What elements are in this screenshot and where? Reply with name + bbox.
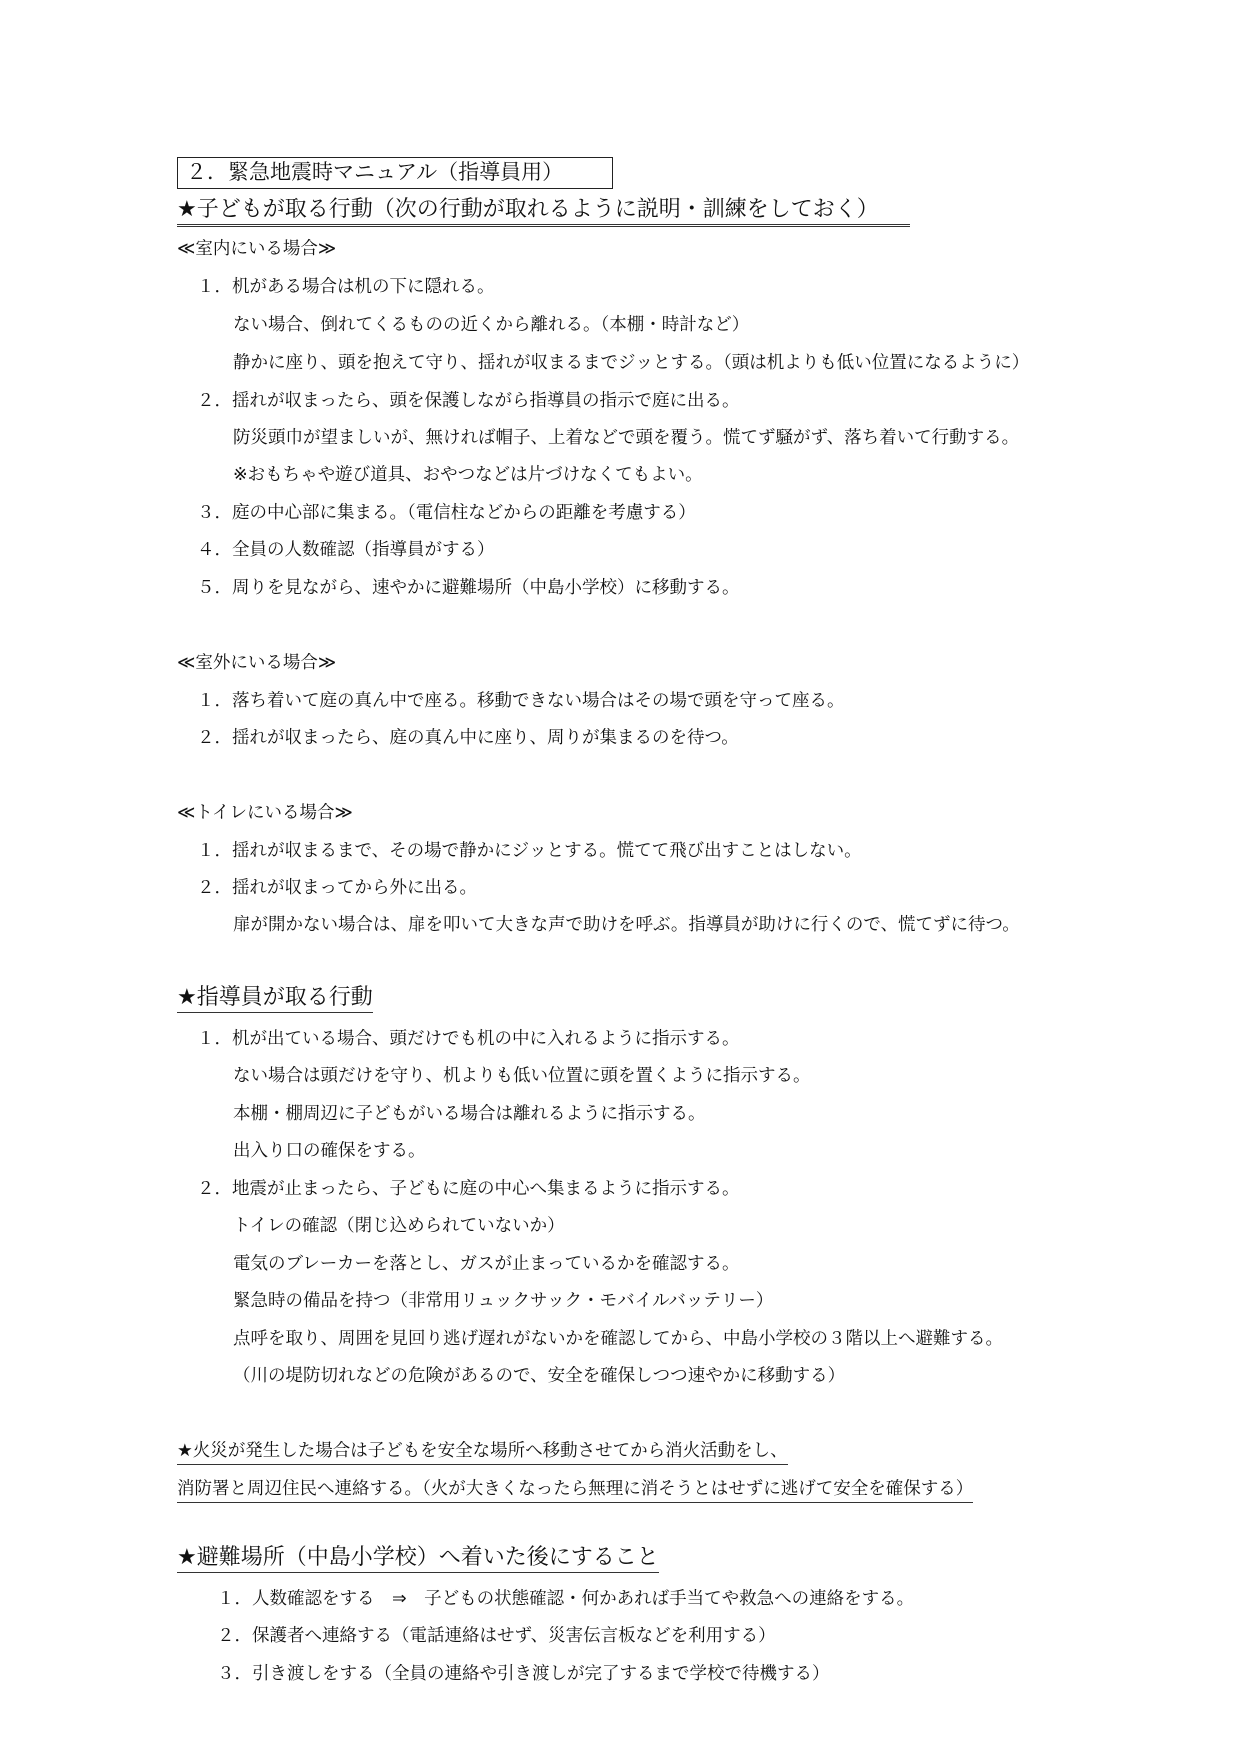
staff-actions-heading: ★指導員が取る行動	[177, 987, 373, 1013]
indoor-line: 静かに座り、頭を抱えて守り、揺れが収まるまでジッとする。（頭は机よりも低い位置になるように）	[233, 353, 1030, 373]
staff-line: 出入り口の確保をする。	[233, 1141, 426, 1161]
indoor-line: ４．全員の人数確認（指導員がする）	[197, 540, 495, 560]
staff-line: トイレの確認（閉じ込められていないか）	[233, 1216, 565, 1236]
shelter-line: １．人数確認をする ⇒ 子どもの状態確認・何かあれば手当てや救急への連絡をする。	[217, 1589, 915, 1609]
indoor-line: ３．庭の中心部に集まる。（電信柱などからの距離を考慮する）	[197, 503, 696, 523]
indoor-label: ≪室内にいる場合≫	[177, 239, 337, 259]
staff-line: ２．地震が止まったら、子どもに庭の中心へ集まるように指示する。	[197, 1179, 740, 1199]
indoor-line: ２．揺れが収まったら、頭を保護しながら指導員の指示で庭に出る。	[197, 391, 740, 411]
page-title: ２．緊急地震時マニュアル（指導員用）	[186, 160, 564, 184]
fire-note-line: ★火災が発生した場合は子どもを安全な場所へ移動させてから消火活動をし、	[177, 1443, 788, 1465]
staff-line: （川の堤防切れなどの危険があるので、安全を確保しつつ速やかに移動する）	[233, 1366, 846, 1386]
indoor-line: ない場合、倒れてくるものの近くから離れる。（本棚・時計など）	[233, 315, 750, 335]
fire-note-line: 消防署と周辺住民へ連絡する。（火が大きくなったら無理に消そうとはせずに逃げて安全を確保する）	[177, 1481, 973, 1503]
indoor-line: ５．周りを見ながら、速やかに避難場所（中島小学校）に移動する。	[197, 578, 740, 598]
indoor-line: 防災頭巾が望ましいが、無ければ帽子、上着などで頭を覆う。慌てず騒がず、落ち着いて行動する。	[233, 428, 1020, 448]
outdoor-line: １．落ち着いて庭の真ん中で座る。移動できない場合はその場で頭を守って座る。	[197, 691, 845, 711]
indoor-line: ※おもちゃや遊び道具、おやつなどは片づけなくてもよい。	[233, 465, 703, 485]
staff-line: 緊急時の備品を持つ（非常用リュックサック・モバイルバッテリー）	[233, 1291, 774, 1311]
shelter-heading: ★避難場所（中島小学校）へ着いた後にすること	[177, 1547, 659, 1573]
staff-line: １．机が出ている場合、頭だけでも机の中に入れるように指示する。	[197, 1029, 740, 1049]
toilet-line: 扉が開かない場合は、扉を叩いて大きな声で助けを呼ぶ。指導員が助けに行くので、慌てずに待つ。	[233, 915, 1020, 935]
staff-line: 電気のブレーカーを落とし、ガスが止まっているかを確認する。	[233, 1254, 740, 1274]
indoor-line: １．机がある場合は机の下に隠れる。	[197, 277, 495, 297]
children-actions-heading: ★子どもが取る行動（次の行動が取れるように説明・訓練をしておく）	[177, 199, 910, 227]
shelter-line: ２．保護者へ連絡する（電話連絡はせず、災害伝言板などを利用する）	[217, 1626, 776, 1646]
staff-line: 本棚・棚周辺に子どもがいる場合は離れるように指示する。	[233, 1104, 706, 1124]
toilet-line: １．揺れが収まるまで、その場で静かにジッとする。慌てて飛び出すことはしない。	[197, 841, 862, 861]
outdoor-line: ２．揺れが収まったら、庭の真ん中に座り、周りが集まるのを待つ。	[197, 728, 739, 748]
toilet-label: ≪トイレにいる場合≫	[177, 803, 353, 823]
outdoor-label: ≪室外にいる場合≫	[177, 653, 337, 673]
toilet-line: ２．揺れが収まってから外に出る。	[197, 878, 477, 898]
staff-line: 点呼を取り、周囲を見回り逃げ遅れがないかを確認してから、中島小学校の３階以上へ避難する。	[233, 1329, 1003, 1349]
staff-line: ない場合は頭だけを守り、机よりも低い位置に頭を置くように指示する。	[233, 1066, 811, 1086]
shelter-line: ３．引き渡しをする（全員の連絡や引き渡しが完了するまで学校で待機する）	[217, 1664, 830, 1684]
